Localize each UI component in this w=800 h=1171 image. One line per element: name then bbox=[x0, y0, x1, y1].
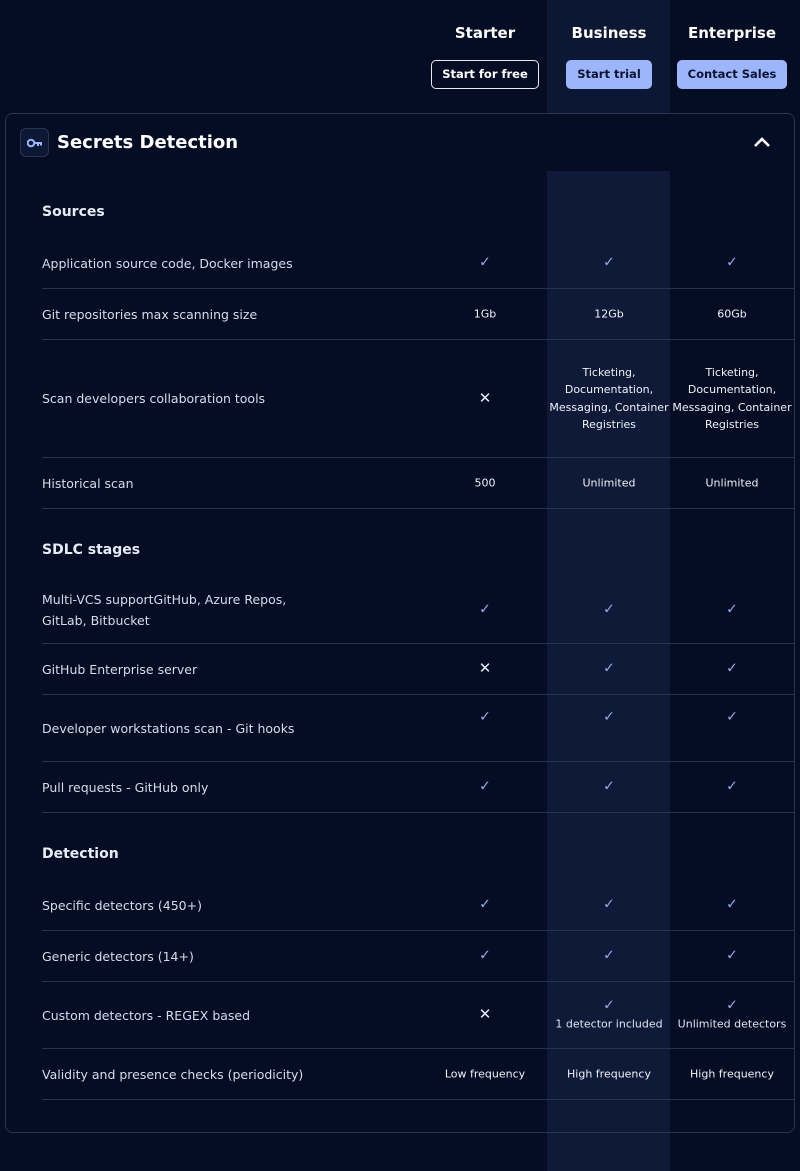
feature-label: Application source code, Docker images bbox=[42, 255, 293, 271]
plan-cell bbox=[423, 601, 547, 619]
feature-label: Custom detectors - REGEX based bbox=[42, 1007, 251, 1023]
feature-table bbox=[42, 171, 795, 1100]
plan-name: Enterprise bbox=[687, 24, 777, 42]
plan-cell bbox=[670, 998, 794, 1033]
plan-cell bbox=[547, 896, 671, 914]
plan-cell bbox=[547, 254, 671, 272]
plan-starter bbox=[423, 24, 547, 89]
check-icon: ✓ bbox=[479, 709, 491, 725]
plan-cell bbox=[670, 305, 794, 323]
feature-label: Developer workstations scan - Git hooks bbox=[42, 720, 295, 736]
plan-cell bbox=[547, 474, 671, 492]
cell-text: 1Gb bbox=[473, 307, 497, 321]
check-icon: ✓ bbox=[603, 947, 615, 964]
check-icon: ✓ bbox=[726, 254, 738, 271]
key-icon bbox=[20, 128, 49, 157]
plan-cell bbox=[670, 778, 794, 796]
check-icon: ✓ bbox=[726, 778, 738, 795]
cell-text: High frequency bbox=[690, 1067, 774, 1081]
plan-cell bbox=[670, 474, 794, 492]
plan-cell bbox=[670, 364, 794, 434]
plan-cell bbox=[423, 389, 547, 408]
cross-icon: ✕ bbox=[478, 658, 492, 677]
feature-row bbox=[42, 576, 795, 644]
feature-row bbox=[42, 982, 795, 1049]
plan-cell bbox=[423, 1006, 547, 1025]
check-icon: ✓ bbox=[726, 896, 738, 913]
check-icon: ✓ bbox=[726, 600, 738, 617]
plan-cell bbox=[670, 1065, 794, 1083]
feature-label: Validity and presence checks (periodicity) bbox=[42, 1066, 304, 1082]
section-title: Detection bbox=[42, 846, 119, 862]
feature-row bbox=[42, 880, 795, 931]
cell-text: 12Gb bbox=[594, 307, 624, 321]
plan-cell bbox=[423, 778, 547, 796]
check-icon: ✓ bbox=[726, 997, 738, 1014]
plan-cell bbox=[670, 709, 794, 727]
feature-row bbox=[42, 695, 795, 762]
check-icon: ✓ bbox=[479, 896, 491, 913]
start-trial-button[interactable]: Start trial bbox=[566, 60, 652, 89]
plan-cell bbox=[423, 896, 547, 914]
feature-label: Historical scan bbox=[42, 475, 134, 491]
cell-text: Unlimited detectors bbox=[677, 1017, 787, 1030]
feature-label: Generic detectors (14+) bbox=[42, 948, 194, 964]
check-icon: ✓ bbox=[603, 709, 615, 725]
check-icon: ✓ bbox=[603, 254, 615, 271]
feature-label: GitHub Enterprise server bbox=[42, 661, 198, 677]
contact-sales-button[interactable]: Contact Sales bbox=[677, 60, 788, 89]
check-icon: ✓ bbox=[603, 997, 615, 1014]
check-icon: ✓ bbox=[726, 947, 738, 964]
feature-label: Git repositories max scanning size bbox=[42, 306, 258, 322]
feature-row bbox=[42, 762, 795, 813]
check-icon: ✓ bbox=[479, 600, 491, 617]
plan-cell bbox=[670, 254, 794, 272]
cell-text: 1 detector included bbox=[555, 1017, 663, 1030]
plan-cell bbox=[547, 998, 671, 1033]
plan-cell bbox=[547, 364, 671, 434]
feature-label: Pull requests - GitHub only bbox=[42, 779, 209, 795]
plan-enterprise bbox=[670, 24, 794, 89]
plan-cell bbox=[547, 709, 671, 727]
check-icon: ✓ bbox=[479, 254, 491, 271]
plan-cell bbox=[423, 947, 547, 965]
plan-name: Business bbox=[571, 24, 647, 42]
cell-text: Low frequency bbox=[444, 1067, 526, 1081]
start-for-free-button[interactable]: Start for free bbox=[431, 60, 539, 89]
check-icon: ✓ bbox=[603, 778, 615, 795]
plan-cell bbox=[423, 474, 547, 492]
plan-cell bbox=[547, 1065, 671, 1083]
cell-text: High frequency bbox=[567, 1067, 651, 1081]
feature-label: Specific detectors (450+) bbox=[42, 897, 202, 913]
check-icon: ✓ bbox=[479, 778, 491, 795]
cross-icon: ✕ bbox=[478, 1004, 492, 1023]
feature-row bbox=[42, 340, 795, 458]
feature-row bbox=[42, 458, 795, 509]
card-title: Secrets Detection bbox=[57, 132, 239, 153]
cell-text: Unlimited bbox=[705, 476, 759, 490]
cell-text: 500 bbox=[474, 476, 496, 490]
plan-cell bbox=[670, 601, 794, 619]
check-icon: ✓ bbox=[603, 896, 615, 913]
plan-cell bbox=[547, 947, 671, 965]
feature-row bbox=[42, 238, 795, 289]
plan-cell bbox=[547, 778, 671, 796]
cross-icon: ✕ bbox=[478, 388, 492, 407]
cell-text: Ticketing, Documentation, Messaging, Container Registries bbox=[672, 365, 792, 431]
plan-cell bbox=[670, 660, 794, 678]
plan-cell bbox=[423, 254, 547, 272]
feature-row bbox=[42, 644, 795, 695]
feature-label: Multi-VCS supportGitHub, Azure Repos, GitLab, Bitbucket bbox=[42, 591, 287, 628]
plan-name: Starter bbox=[454, 24, 516, 42]
check-icon: ✓ bbox=[603, 660, 615, 677]
plan-cell bbox=[670, 947, 794, 965]
feature-row bbox=[42, 931, 795, 982]
check-icon: ✓ bbox=[726, 660, 738, 677]
check-icon: ✓ bbox=[479, 947, 491, 964]
plan-cell bbox=[547, 601, 671, 619]
section-title: SDLC stages bbox=[42, 542, 141, 558]
plan-cell bbox=[547, 305, 671, 323]
feature-label: Scan developers collaboration tools bbox=[42, 391, 266, 406]
plan-cell bbox=[670, 896, 794, 914]
cell-text: Ticketing, Documentation, Messaging, Container Registries bbox=[549, 365, 669, 431]
plan-cell bbox=[423, 660, 547, 679]
plan-cell bbox=[547, 660, 671, 678]
check-icon: ✓ bbox=[603, 600, 615, 617]
feature-row bbox=[42, 1049, 795, 1100]
check-icon: ✓ bbox=[726, 709, 738, 725]
plan-cell bbox=[423, 1065, 547, 1083]
plan-business bbox=[547, 24, 671, 89]
feature-row bbox=[42, 289, 795, 340]
plan-cell bbox=[423, 305, 547, 323]
plan-cell bbox=[423, 709, 547, 727]
cell-text: Unlimited bbox=[582, 476, 636, 490]
cell-text: 60Gb bbox=[717, 307, 747, 321]
section-title: Sources bbox=[42, 204, 105, 220]
card-header[interactable] bbox=[20, 128, 238, 157]
chevron-up-icon[interactable] bbox=[752, 134, 772, 150]
